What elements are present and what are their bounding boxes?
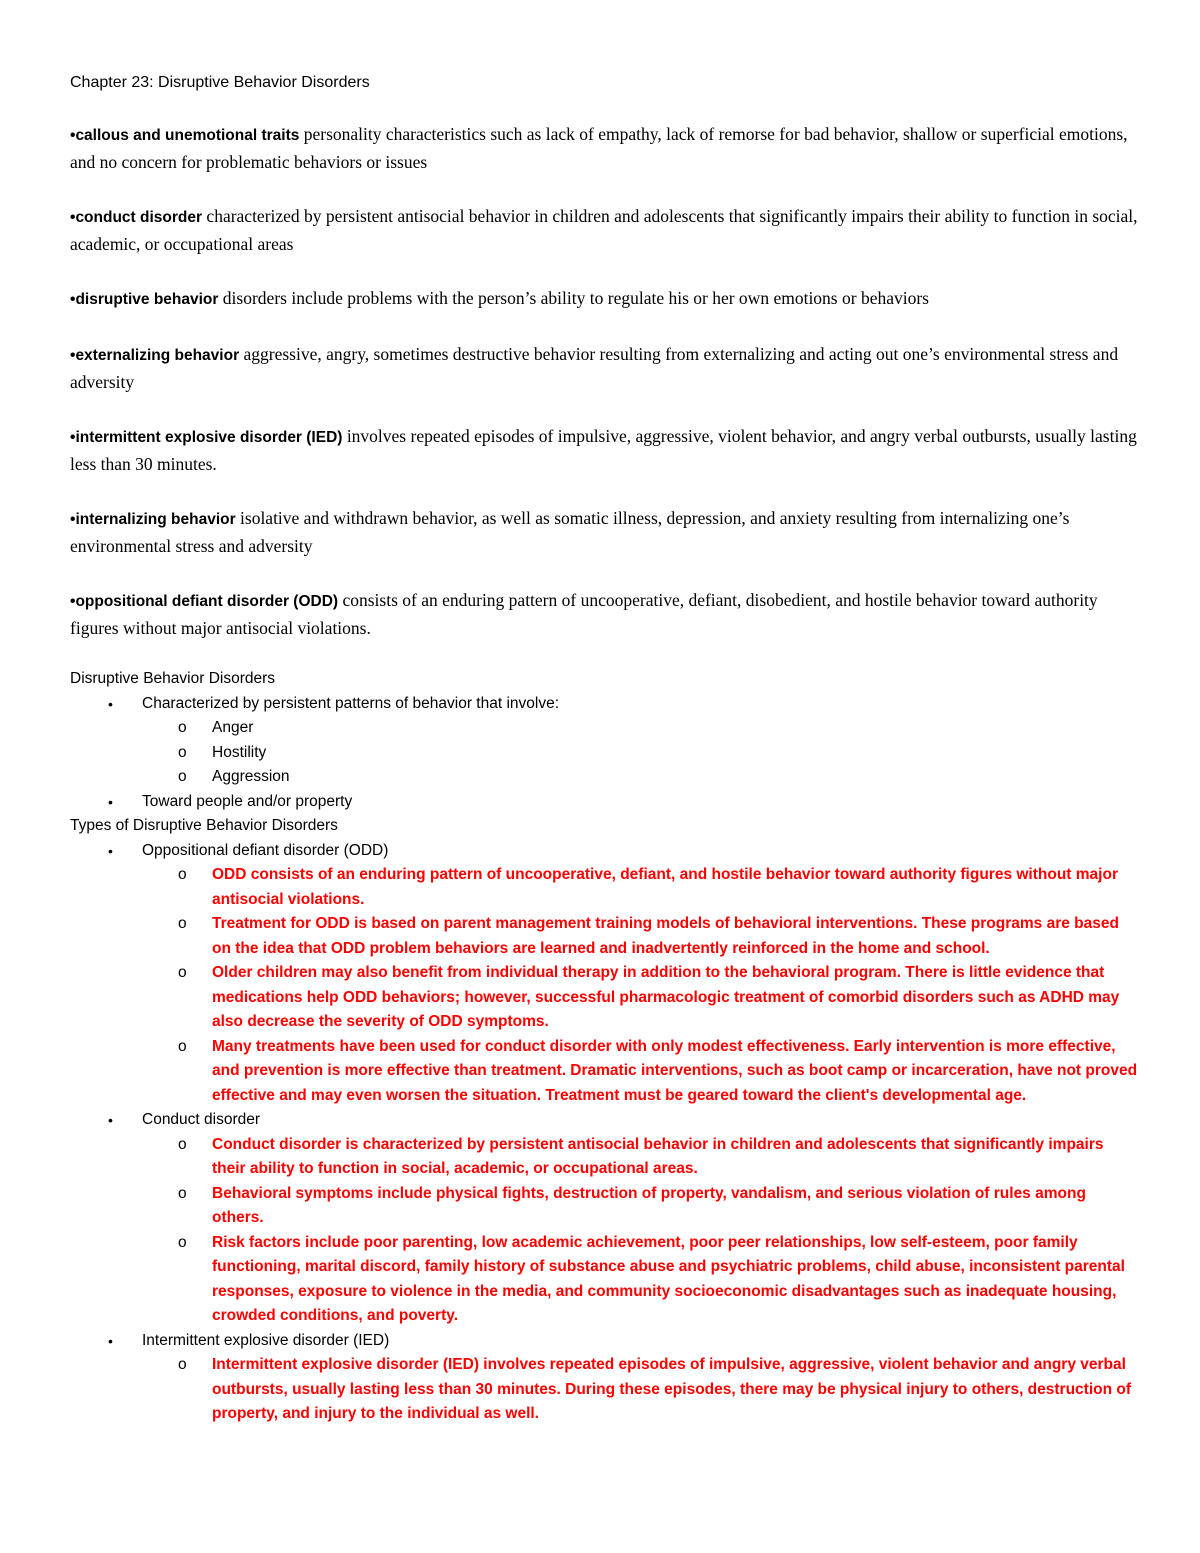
bullet-list bbox=[70, 692, 1140, 815]
sub-list-item bbox=[142, 1231, 1140, 1329]
list-item bbox=[70, 839, 1140, 1109]
definition-term: intermittent explosive disorder (IED) bbox=[75, 429, 343, 446]
bullet-icon: • bbox=[108, 842, 113, 859]
circle-bullet-icon: o bbox=[178, 1356, 187, 1373]
definition-term: externalizing behavior bbox=[75, 347, 240, 364]
definition-item bbox=[70, 587, 1140, 641]
circle-bullet-icon: o bbox=[178, 1233, 187, 1251]
sub-list bbox=[142, 863, 1140, 1108]
list-item-text: Conduct disorder bbox=[142, 1111, 261, 1128]
list-item-text: Toward people and/or property bbox=[142, 792, 353, 810]
highlighted-note: ODD consists of an enduring pattern of uncooperative, defiant, and hostile behavior toward authority figures without major antisocial violations. bbox=[212, 866, 1118, 908]
bullet-icon: • bbox=[70, 511, 76, 528]
bullet-icon: • bbox=[108, 1112, 113, 1128]
highlighted-note: Treatment for ODD is based on parent management training models of behavioral interventions. These programs are based on the idea that ODD problem behaviors are learned and inadvertently reinforced in the home and school. bbox=[212, 915, 1119, 957]
bullet-icon: • bbox=[70, 429, 76, 446]
list-item-text: Characterized by persistent patterns of behavior that involve: bbox=[142, 694, 560, 712]
definition-item bbox=[70, 203, 1140, 257]
circle-bullet-icon: o bbox=[178, 915, 187, 932]
section-heading: Disruptive Behavior Disorders bbox=[70, 670, 276, 687]
sub-list-item bbox=[142, 863, 1140, 912]
definition-term: internalizing behavior bbox=[75, 511, 236, 528]
sub-item-text: Hostility bbox=[212, 743, 267, 761]
circle-bullet-icon: o bbox=[178, 768, 187, 785]
bullet-icon: • bbox=[108, 793, 113, 810]
list-item-text: Intermittent explosive disorder (IED) bbox=[142, 1331, 390, 1349]
sub-list-item bbox=[142, 912, 1140, 961]
bullet-icon: • bbox=[70, 593, 76, 610]
sub-list bbox=[142, 1353, 1140, 1427]
definition-term: disruptive behavior bbox=[75, 291, 219, 308]
list-item-text: Oppositional defiant disorder (ODD) bbox=[142, 841, 389, 859]
list-item bbox=[70, 1329, 1140, 1427]
highlighted-note: Intermittent explosive disorder (IED) involves repeated episodes of impulsive, aggressive, violent behavior and angry verbal outbursts, usually lasting less than 30 minutes. During these episodes, there may be physical injury to others, destruction of property, and injury to the individual as well. bbox=[212, 1356, 1132, 1422]
definition-term: callous and unemotional traits bbox=[75, 127, 300, 144]
highlighted-note: Behavioral symptoms include physical fights, destruction of property, vandalism, and serious violation of rules among others. bbox=[212, 1184, 1086, 1226]
sub-list-item bbox=[142, 765, 1140, 790]
highlighted-note: Conduct disorder is characterized by persistent antisocial behavior in children and adolescents that significantly impairs their ability to function in social, academic, or occupational areas. bbox=[212, 1135, 1104, 1177]
circle-bullet-icon: o bbox=[178, 866, 187, 883]
highlighted-note: Older children may also benefit from individual therapy in addition to the behavioral program. There is little evidence that medications help ODD behaviors; however, successful pharmacologic treatment of comorbid disorders such as ADHD may also decrease the severity of ODD symptoms. bbox=[212, 964, 1120, 1030]
sub-list-item bbox=[142, 1133, 1140, 1182]
definition-item bbox=[70, 341, 1140, 395]
list-item bbox=[70, 790, 1140, 815]
definition-item bbox=[70, 505, 1140, 559]
definition-text: disorders include problems with the person’s ability to regulate his or her own emotions or behaviors bbox=[218, 288, 929, 308]
sub-list-item bbox=[142, 1182, 1140, 1231]
sub-list-item bbox=[142, 1353, 1140, 1427]
section-heading: Types of Disruptive Behavior Disorders bbox=[70, 817, 338, 834]
sub-list-item bbox=[142, 1035, 1140, 1109]
definition-text: consists of an enduring pattern of uncooperative, defiant, disobedient, and hostile behavior toward authority figures without major antisocial violations. bbox=[70, 590, 1098, 638]
definition-item bbox=[70, 121, 1140, 175]
bullet-icon: • bbox=[70, 209, 76, 226]
definition-text: aggressive, angry, sometimes destructive behavior resulting from externalizing and acting out one’s environmental stress and adversity bbox=[70, 344, 1119, 392]
bullet-icon: • bbox=[70, 347, 76, 364]
circle-bullet-icon: o bbox=[178, 1037, 187, 1055]
highlighted-note: Many treatments have been used for conduct disorder with only modest effectiveness. Early intervention is more effective, and prevention is more effective than treatment. Dramatic interventions, such as boot camp or incarceration, have not proved effective and may even worsen the situation. Treatment must be geared toward the client's developmental age. bbox=[212, 1037, 1138, 1104]
list-item bbox=[70, 1108, 1140, 1329]
sub-item-text: Aggression bbox=[212, 768, 290, 785]
sub-list bbox=[142, 716, 1140, 790]
definition-text: involves repeated episodes of impulsive, aggressive, violent behavior, and angry verbal outbursts, usually lasting less than 30 minutes. bbox=[70, 426, 1137, 474]
sub-item-text: Anger bbox=[212, 719, 254, 736]
bullet-icon: • bbox=[108, 695, 113, 712]
definition-term: oppositional defiant disorder (ODD) bbox=[75, 593, 339, 610]
document-page bbox=[70, 72, 1140, 1427]
highlighted-note: Risk factors include poor parenting, low academic achievement, poor peer relationships, low self-esteem, poor family functioning, marital discord, family history of substance abuse and psychiatric problems, child abuse, inconsistent parental responses, exposure to violence in the media, and community socioeconomic disadvantages such as inadequate housing, crowded conditions, and poverty. bbox=[212, 1233, 1125, 1324]
sub-list-item bbox=[142, 741, 1140, 766]
sub-list-item bbox=[142, 961, 1140, 1035]
definition-item bbox=[70, 285, 1140, 313]
circle-bullet-icon: o bbox=[178, 743, 187, 761]
sub-list-item bbox=[142, 716, 1140, 741]
definition-term: conduct disorder bbox=[75, 209, 203, 226]
definitions-list bbox=[70, 121, 1140, 641]
sub-list bbox=[142, 1133, 1140, 1329]
notes-outline bbox=[70, 667, 1140, 1427]
definition-text: isolative and withdrawn behavior, as well as somatic illness, depression, and anxiety resulting from internalizing one’s environmental stress and adversity bbox=[70, 508, 1070, 556]
bullet-list bbox=[70, 839, 1140, 1427]
definition-text: characterized by persistent antisocial behavior in children and adolescents that significantly impairs their ability to function in social, academic, or occupational areas bbox=[70, 206, 1138, 254]
circle-bullet-icon: o bbox=[178, 1184, 187, 1202]
definition-text: personality characteristics such as lack of empathy, lack of remorse for bad behavior, shallow or superficial emotions, and no concern for problematic behaviors or issues bbox=[70, 124, 1128, 172]
circle-bullet-icon: o bbox=[178, 964, 187, 981]
circle-bullet-icon: o bbox=[178, 719, 187, 736]
circle-bullet-icon: o bbox=[178, 1135, 187, 1153]
bullet-icon: • bbox=[70, 291, 76, 308]
bullet-icon: • bbox=[70, 127, 76, 144]
definition-item bbox=[70, 423, 1140, 477]
list-item bbox=[70, 692, 1140, 790]
page-title: Chapter 23: Disruptive Behavior Disorders bbox=[70, 74, 370, 91]
bullet-icon: • bbox=[108, 1332, 113, 1349]
